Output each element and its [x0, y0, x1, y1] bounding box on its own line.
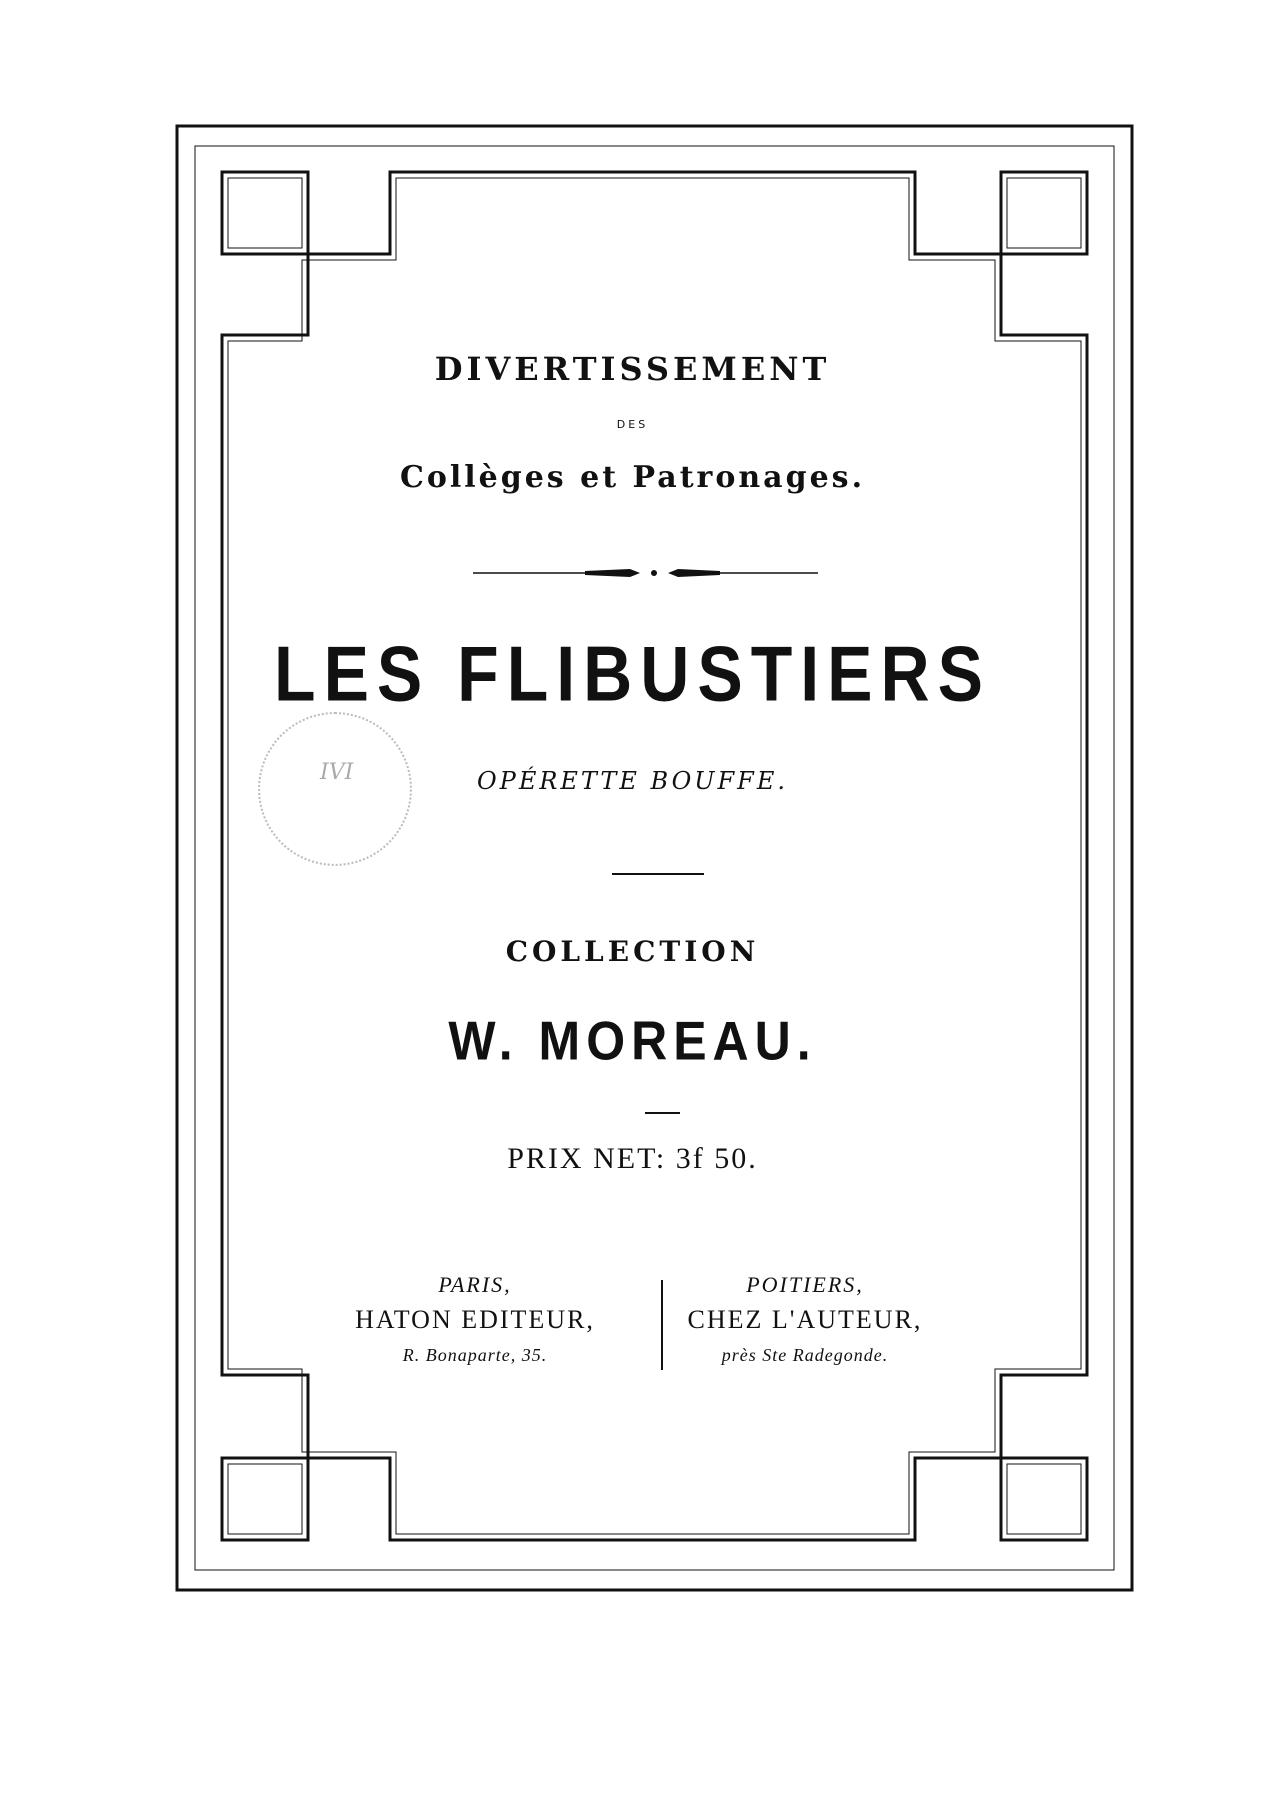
imprint-address: R. Bonaparte, 35.: [402, 1345, 548, 1365]
imprint-city: POITIERS,: [746, 1272, 864, 1297]
imprint-publisher: CHEZ L'AUTEUR,: [687, 1305, 923, 1334]
library-stamp-text: IVI: [320, 760, 354, 785]
collection-label: COLLECTION: [505, 935, 760, 968]
imprint-city: PARIS,: [438, 1272, 512, 1297]
cover-des: DES: [616, 418, 649, 431]
cover-subtitle: OPÉRETTE BOUFFE.: [477, 767, 788, 795]
author-name: W. MOREAU.: [448, 1010, 817, 1072]
cover-subheading: Collèges et Patronages.: [399, 460, 866, 495]
imprint-address: près Ste Radegonde.: [721, 1345, 889, 1365]
imprint-paris: [295, 1268, 655, 1372]
cover-heading: DIVERTISSEMENT: [434, 350, 831, 388]
price-line: PRIX NET: 3f 50.: [507, 1142, 758, 1175]
imprint-publisher: HATON EDITEUR,: [355, 1305, 595, 1334]
imprint-poitiers: [625, 1268, 985, 1372]
cover-title: LES FLIBUSTIERS: [274, 630, 991, 718]
